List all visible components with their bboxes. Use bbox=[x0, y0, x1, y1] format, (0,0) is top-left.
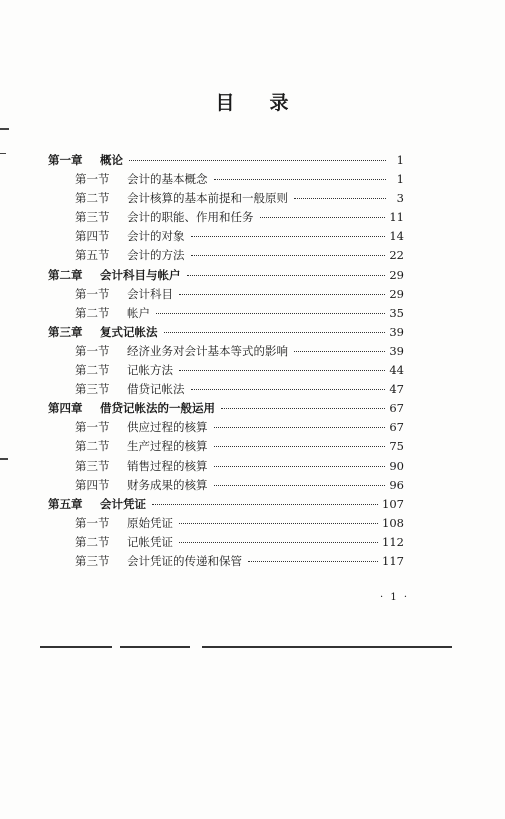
scan-mark bbox=[0, 153, 6, 154]
toc-entry-page: 1 bbox=[396, 172, 404, 187]
toc-chapter-row bbox=[48, 151, 404, 170]
toc-entry-title: 销售过程的核算 bbox=[127, 458, 208, 473]
toc-entry-page: 14 bbox=[389, 229, 404, 244]
toc-entry-page: 3 bbox=[396, 191, 404, 206]
toc-leader-dots bbox=[179, 370, 385, 371]
toc-entry-title: 记帐方法 bbox=[127, 363, 173, 378]
toc-section-row bbox=[48, 361, 404, 380]
toc-entry-title: 会计科目与帐户 bbox=[100, 267, 181, 282]
toc-entry-title: 财务成果的核算 bbox=[127, 477, 208, 492]
bottom-rule bbox=[202, 646, 452, 648]
toc-entry-title: 原始凭证 bbox=[127, 515, 173, 530]
title-char-1: 目 bbox=[215, 92, 236, 114]
toc-entry-page: 96 bbox=[389, 477, 404, 492]
toc-entry-page: 67 bbox=[389, 401, 404, 416]
toc-section-row bbox=[48, 437, 404, 456]
toc-leader-dots bbox=[221, 408, 385, 409]
bottom-rule bbox=[40, 646, 112, 648]
toc-chapter-row bbox=[48, 495, 404, 514]
toc-section-row bbox=[48, 418, 404, 437]
toc-leader-dots bbox=[214, 485, 386, 486]
toc-entry-number: 第三节 bbox=[75, 382, 110, 397]
toc-entry-page: 117 bbox=[382, 553, 404, 568]
toc-entry-number: 第一节 bbox=[75, 286, 110, 301]
toc-entry-number: 第二节 bbox=[75, 534, 110, 549]
toc-entry-page: 107 bbox=[382, 496, 404, 511]
toc-entry-number: 第一章 bbox=[48, 153, 83, 167]
toc-entry-page: 35 bbox=[389, 305, 404, 320]
toc-entry-title: 会计科目 bbox=[127, 286, 173, 301]
toc-entry-number: 第三章 bbox=[48, 324, 83, 339]
toc-entry-number: 第四章 bbox=[48, 401, 83, 416]
toc-entry-page: 39 bbox=[389, 324, 404, 339]
toc-entry-number: 第二节 bbox=[75, 305, 110, 320]
toc-leader-dots bbox=[187, 275, 386, 276]
title-char-2: 录 bbox=[269, 92, 290, 114]
toc-entry-title: 供应过程的核算 bbox=[127, 420, 208, 435]
toc-section-row bbox=[48, 246, 404, 265]
toc-entry-number: 第二节 bbox=[75, 191, 110, 206]
toc-leader-dots bbox=[152, 504, 378, 505]
toc-leader-dots bbox=[191, 255, 386, 256]
toc-entry-page: 90 bbox=[389, 458, 404, 473]
toc-leader-dots bbox=[179, 294, 385, 295]
toc-entry-title: 概论 bbox=[100, 153, 123, 167]
toc-entry-number: 第二节 bbox=[75, 439, 110, 454]
toc-section-row bbox=[48, 304, 404, 323]
toc-entry-number: 第三节 bbox=[75, 553, 110, 568]
toc-entry-page: 75 bbox=[389, 439, 404, 454]
toc-leader-dots bbox=[214, 427, 386, 428]
toc-entry-page: 112 bbox=[382, 534, 404, 549]
toc-entry-number: 第五章 bbox=[48, 496, 83, 511]
toc-entry-title: 会计的职能、作用和任务 bbox=[127, 210, 254, 225]
toc-leader-dots bbox=[260, 217, 386, 218]
toc-leader-dots bbox=[179, 542, 378, 543]
toc-entry-title: 借贷记帐法的一般运用 bbox=[100, 401, 215, 416]
toc-leader-dots bbox=[294, 198, 386, 199]
toc-entry-number: 第四节 bbox=[75, 229, 110, 244]
toc-entry-number: 第一节 bbox=[75, 515, 110, 530]
toc-entry-page: 22 bbox=[389, 248, 404, 263]
scan-mark bbox=[0, 458, 8, 460]
toc-entry-title: 复式记帐法 bbox=[100, 324, 158, 339]
toc-section-row bbox=[48, 476, 404, 495]
scan-mark bbox=[0, 128, 9, 130]
toc-section-row bbox=[48, 552, 404, 571]
toc-entry-page: 47 bbox=[389, 382, 404, 397]
toc-section-row bbox=[48, 285, 404, 304]
toc-entry-number: 第一节 bbox=[75, 172, 110, 187]
toc-entry-title: 会计的对象 bbox=[127, 229, 185, 244]
toc-leader-dots bbox=[156, 313, 385, 314]
toc-section-row bbox=[48, 342, 404, 361]
toc-entry-number: 第一节 bbox=[75, 343, 110, 358]
toc-entry-page: 29 bbox=[389, 267, 404, 282]
toc-leader-dots bbox=[191, 389, 386, 390]
toc-leader-dots bbox=[214, 446, 386, 447]
toc-entry-number: 第一节 bbox=[75, 420, 110, 435]
toc-section-row bbox=[48, 227, 404, 246]
toc-entry-number: 第五节 bbox=[75, 248, 110, 263]
toc-section-row bbox=[48, 533, 404, 552]
toc-leader-dots bbox=[214, 179, 387, 180]
toc-leader-dots bbox=[179, 523, 378, 524]
toc-leader-dots bbox=[129, 160, 386, 161]
toc-section-row bbox=[48, 457, 404, 476]
toc-leader-dots bbox=[191, 236, 386, 237]
bottom-rule bbox=[120, 646, 190, 648]
toc-leader-dots bbox=[164, 332, 386, 333]
toc-leader-dots bbox=[294, 351, 385, 352]
toc-section-row bbox=[48, 208, 404, 227]
toc-chapter-row bbox=[48, 323, 404, 342]
toc-entry-title: 会计凭证的传递和保管 bbox=[127, 553, 242, 568]
toc-entry-number: 第二节 bbox=[75, 363, 110, 378]
toc-entry-title: 生产过程的核算 bbox=[127, 439, 208, 454]
toc-entry-page: 11 bbox=[389, 210, 404, 225]
toc-entry-title: 会计的基本概念 bbox=[127, 172, 208, 187]
toc-entry-page: 29 bbox=[389, 286, 404, 301]
toc-entry-page: 67 bbox=[389, 420, 404, 435]
toc-chapter-row bbox=[48, 399, 404, 418]
toc-entry-page: 39 bbox=[389, 343, 404, 358]
toc-entry-number: 第三节 bbox=[75, 210, 110, 225]
toc-leader-dots bbox=[248, 561, 378, 562]
toc-entry-title: 帐户 bbox=[127, 305, 150, 320]
footer-page-number: · 1 · bbox=[380, 592, 410, 603]
toc-section-row bbox=[48, 380, 404, 399]
toc-leader-dots bbox=[214, 466, 386, 467]
toc-section-row bbox=[48, 170, 404, 189]
table-of-contents bbox=[48, 151, 404, 571]
toc-entry-title: 记帐凭证 bbox=[127, 534, 173, 549]
toc-entry-number: 第二章 bbox=[48, 267, 83, 282]
toc-section-row bbox=[48, 514, 404, 533]
toc-entry-title: 经济业务对会计基本等式的影响 bbox=[127, 343, 288, 358]
toc-entry-page: 1 bbox=[396, 153, 404, 167]
toc-entry-page: 44 bbox=[389, 363, 404, 378]
toc-entry-number: 第三节 bbox=[75, 458, 110, 473]
toc-entry-title: 会计的方法 bbox=[127, 248, 185, 263]
page-title bbox=[0, 88, 505, 115]
toc-entry-title: 会计核算的基本前提和一般原则 bbox=[127, 191, 288, 206]
toc-section-row bbox=[48, 189, 404, 208]
toc-chapter-row bbox=[48, 266, 404, 285]
toc-entry-title: 借贷记帐法 bbox=[127, 382, 185, 397]
toc-entry-number: 第四节 bbox=[75, 477, 110, 492]
toc-entry-page: 108 bbox=[382, 515, 404, 530]
toc-entry-title: 会计凭证 bbox=[100, 496, 146, 511]
